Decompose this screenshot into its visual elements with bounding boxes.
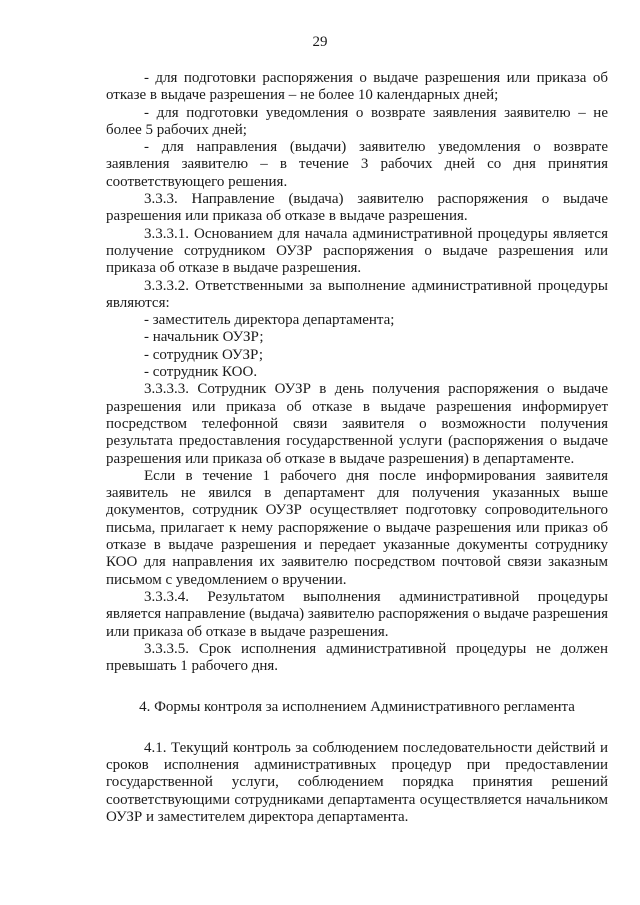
paragraph: Если в течение 1 рабочего дня после информирования заявителя заявитель не явился в департамент для получения указанных выше документов, сотрудник ОУЗР осуществляет подготовку сопроводительного письма, прилагает к нему распоряжение о выдаче разрешения или приказ об отказе в выдаче разрешения и передает указанные документы сотруднику КОО для направления их заявителю посредством почтовой связи заказным письмом с уведомлением о вручении. [106, 467, 608, 588]
list-item: - сотрудник КОО. [144, 364, 258, 381]
paragraph: 3.3.3.3. Сотрудник ОУЗР в день получения распоряжения о выдаче разрешения или приказа об отказе в выдаче разрешения информирует посредством телефонной связи заявителя о возможности получения результата предоставления государственной услуги (распоряжения о выдаче разрешения или приказа об отказе в выдаче разрешения) в департаменте. [106, 381, 608, 467]
paragraph: 3.3.3.4. Результатом выполнения административной процедуры является направление (выдача) заявителю распоряжения о выдаче разрешения или приказа об отказе в выдаче разрешения. [106, 588, 608, 640]
paragraph: 3.3.3.2. Ответственными за выполнение административной процедуры являются: [106, 277, 608, 311]
paragraph: 3.3.3.5. Срок исполнения административной процедуры не должен превышать 1 рабочего дня. [106, 640, 608, 675]
paragraph: - для подготовки распоряжения о выдаче разрешения или приказа об отказе в выдаче разрешения – не более 10 календарных дней; [106, 70, 608, 104]
list-item: - начальник ОУЗР; [144, 329, 264, 346]
paragraph: 3.3.3. Направление (выдача) заявителю распоряжения о выдаче разрешения или приказа об отказе в выдаче разрешения. [106, 191, 608, 225]
list-item: - сотрудник ОУЗР; [144, 346, 264, 363]
page-number: 29 [312, 34, 328, 50]
paragraph: - для направления (выдачи) заявителю уведомления о возврате заявления заявителю – в течение 3 рабочих дней со дня принятия соответствующего решения. [106, 139, 608, 190]
section-heading: 4. Формы контроля за исполнением Административного регламента [139, 699, 575, 716]
paragraph: 3.3.3.1. Основанием для начала административной процедуры является получение сотрудником ОУЗР распоряжения о выдаче разрешения или приказа об отказе в выдаче разрешения. [106, 225, 608, 277]
list-item: - заместитель директора департамента; [144, 312, 395, 329]
document-body [106, 70, 608, 826]
paragraph: - для подготовки уведомления о возврате заявления заявителю – не более 5 рабочих дней; [106, 104, 608, 138]
paragraph: 4.1. Текущий контроль за соблюдением последовательности действий и сроков исполнения административных процедур при предоставлении государственной услуги, соблюдением порядка принятия решений соответствующими сотрудниками департамента осуществляется начальником ОУЗР и заместителем директора департамента. [106, 739, 608, 825]
